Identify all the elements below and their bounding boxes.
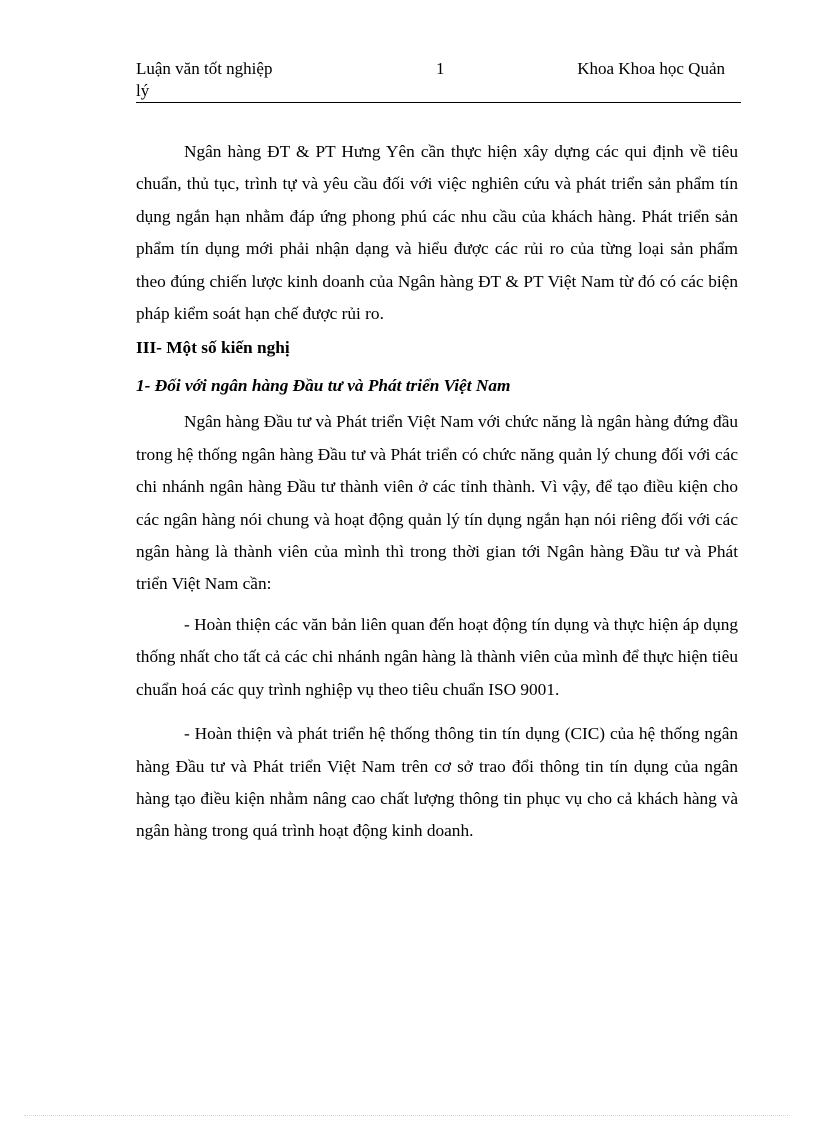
paragraph-product-development: Ngân hàng ĐT & PT Hưng Yên cần thực hiện xây dựng các qui định về tiêu chuẩn, thủ tục, trình tự và yêu cầu đối với việc nghiên cứu và phát triển sản phẩm tín dụng ngắn hạn nhằm đáp ứng phong phú các nhu cầu của khách hàng. Phát triển sản phẩm tín dụng mới phải nhận dạng và hiểu được các rủi ro của từng loại sản phẩm theo đúng chiến lược kinh doanh của Ngân hàng ĐT & PT Việt Nam từ đó có các biện pháp kiểm soát hạn chế được rủi ro. [136, 142, 738, 324]
page-bottom-divider [24, 1115, 790, 1116]
subsection-heading-bidv: 1- Đối với ngân hàng Đầu tư và Phát triển Việt Nam [136, 376, 511, 396]
bullet-iso-standardization: - Hoàn thiện các văn bản liên quan đến hoạt động tín dụng và thực hiện áp dụng thống nhất cho tất cả các chi nhánh ngân hàng là thành viên của mình để thực hiện tiêu chuẩn hoá các quy trình nghiệp vụ theo tiêu chuẩn ISO 9001. [136, 614, 738, 699]
paragraph-bidv-role: Ngân hàng Đầu tư và Phát triển Việt Nam với chức năng là ngân hàng đứng đầu trong hệ thống ngân hàng Đầu tư và Phát triển có chức năng quản lý chung đối với các chi nhánh ngân hàng Đầu tư thành viên ở các tỉnh thành. Vì vậy, để tạo điều kiện cho các ngân hàng nói chung và hoạt động quản lý tín dụng ngắn hạn nói riêng đối với các ngân hàng là thành viên của mình thì trong thời gian tới Ngân hàng Đầu tư và Phát triển Việt Nam cần: [136, 412, 738, 594]
page-header [136, 58, 741, 103]
bullet-cic-system: - Hoàn thiện và phát triển hệ thống thông tin tín dụng (CIC) của hệ thống ngân hàng Đầu tư và Phát triển Việt Nam trên cơ sở trao đổi thông tin tín dụng của ngân hàng tạo điều kiện nhằm nâng cao chất lượng thông tin phục vụ cho cả khách hàng và ngân hàng trong quá trình hoạt động kinh doanh. [136, 724, 738, 841]
header-thesis-title-line1: Luận văn tốt nghiệp [136, 59, 273, 78]
page-body [136, 136, 738, 848]
section-heading-recommendations: III- Một số kiến nghị [136, 338, 290, 358]
page-number: 1 [436, 59, 445, 78]
header-thesis-title-wrap: lý [136, 81, 150, 100]
header-faculty: Khoa Khoa học Quản [577, 59, 725, 78]
header-thesis-title [136, 58, 306, 102]
